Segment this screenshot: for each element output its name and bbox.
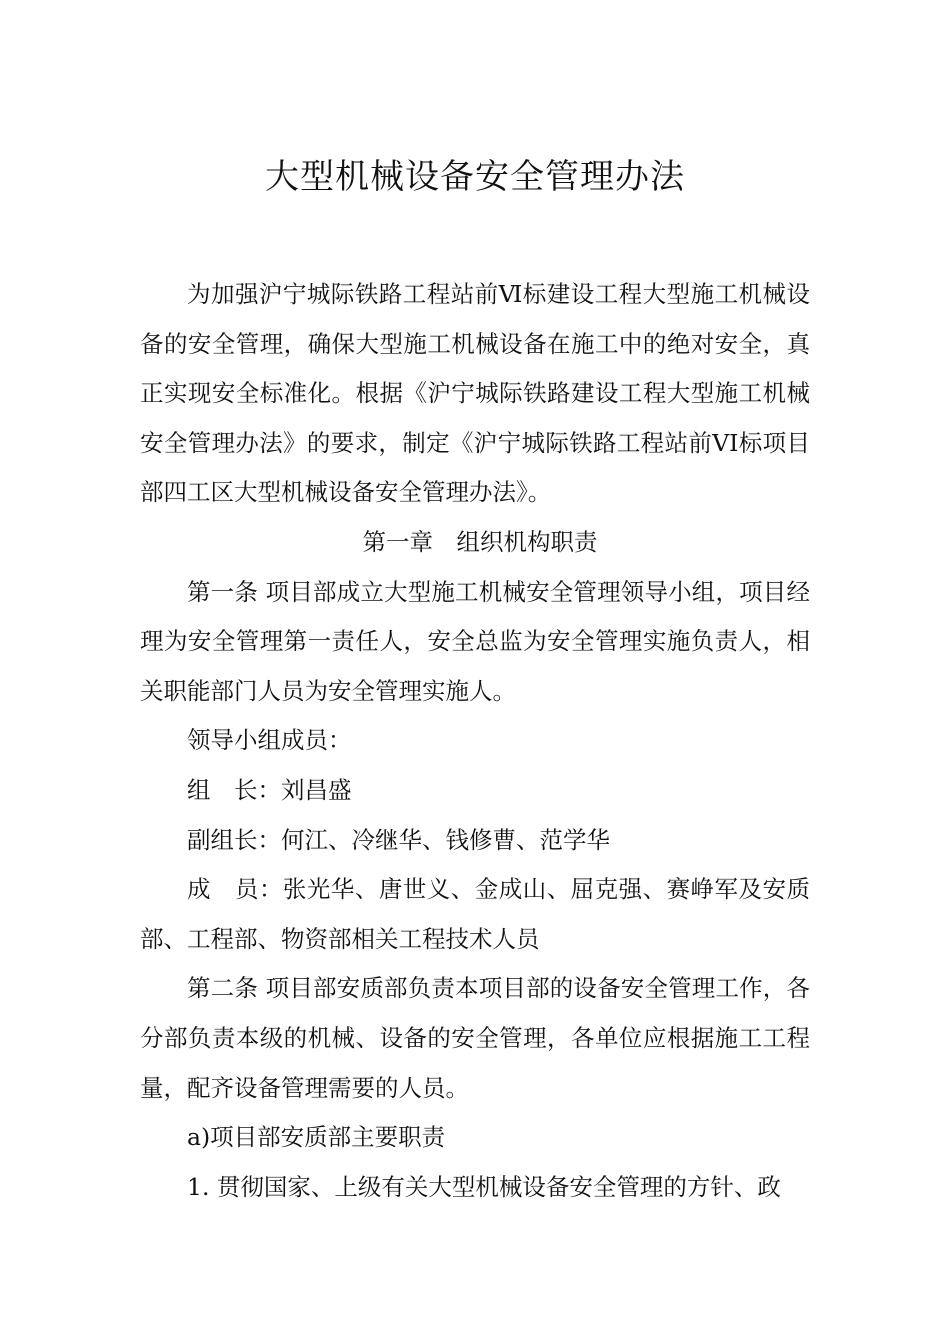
intro-paragraph: 为加强沪宁城际铁路工程站前Ⅵ标建设工程大型施工机械设备的安全管理，确保大型施工机械设备在施工中的绝对安全，真正实现安全标准化。根据《沪宁城际铁路建设工程大型施工机械安全管理办法》的要求，制定《沪宁城际铁路工程站前VI标项目部四工区大型机械设备安全管理办法》。: [140, 280, 810, 507]
chapter-heading: 第一章 组织机构职责: [362, 527, 598, 556]
members-paragraph: 成 员：张光华、唐世义、金成山、屈克强、赛峥军及安质部、工程部、物资部相关工程技术人员: [140, 875, 810, 953]
leader-line: 组 长：刘昌盛: [187, 775, 352, 804]
document-title: 大型机械设备安全管理办法: [265, 157, 685, 197]
document-body: [140, 270, 810, 1212]
subsection-a-heading: a)项目部安质部主要职责: [187, 1123, 446, 1152]
article-1-paragraph: 第一条 项目部成立大型施工机械安全管理领导小组，项目经理为安全管理第一责任人，安全总监为安全管理实施负责人，相关职能部门人员为安全管理实施人。: [140, 577, 810, 705]
vice-leaders-line: 副组长：何江、冷继华、钱修曹、范学华: [187, 825, 610, 854]
list-item-1: 1. 贯彻国家、上级有关大型机械设备安全管理的方针、政: [187, 1172, 781, 1201]
leaders-heading: 领导小组成员：: [187, 726, 352, 755]
article-2-paragraph: 第二条 项目部安质部负责本项目部的设备安全管理工作，各分部负责本级的机械、设备的安全管理，各单位应根据施工工程量，配齐设备管理需要的人员。: [140, 974, 810, 1102]
